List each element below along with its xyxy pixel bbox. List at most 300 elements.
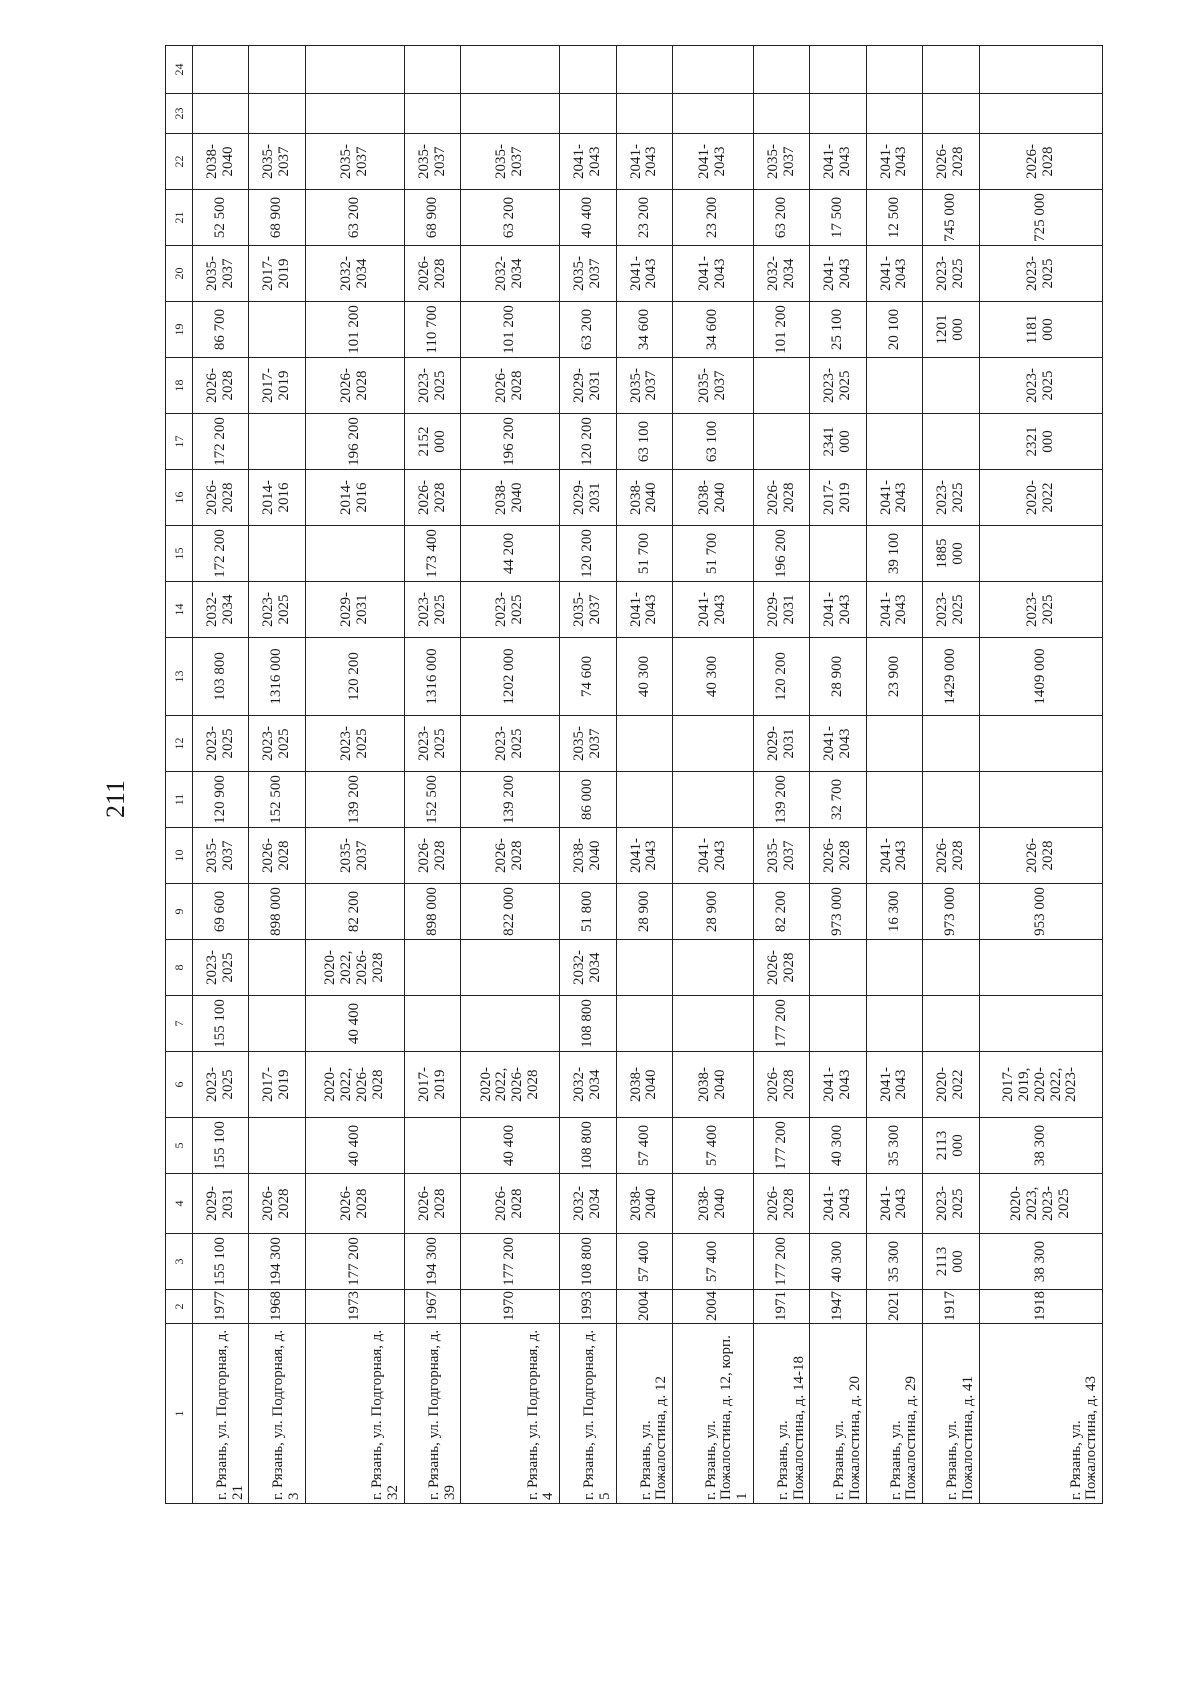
value-cell [249,302,305,358]
value-cell [866,716,922,772]
value-cell: 1409 000 [979,638,1102,716]
value-cell: 898 000 [249,884,305,940]
value-cell: 108 800 [560,1118,616,1174]
table-row [193,46,249,1504]
value-cell: 1971 [753,1290,809,1324]
address-cell: г. Рязань, ул. Пожалостина, д. 41 [923,1324,979,1504]
value-cell: 2026-2028 [404,470,460,526]
value-cell: 155 100 [193,1234,249,1290]
value-cell: 2026-2028 [404,828,460,884]
value-cell: 82 200 [305,884,404,940]
value-cell: 2113 000 [923,1118,979,1174]
value-cell [979,526,1102,582]
column-number-14: 14 [166,582,193,638]
value-cell: 2026-2028 [249,1174,305,1234]
value-cell [673,94,754,134]
value-cell: 172 200 [193,414,249,470]
value-cell: 74 600 [560,638,616,716]
value-cell: 1201 000 [923,302,979,358]
value-cell: 2014-2016 [305,470,404,526]
value-cell: 177 200 [753,1234,809,1290]
value-cell [616,716,672,772]
value-cell: 40 400 [305,996,404,1052]
value-cell: 2041-2043 [866,134,922,190]
value-cell [979,772,1102,828]
value-cell [616,940,672,996]
value-cell: 2026-2028 [305,1174,404,1234]
value-cell: 2023-2025 [923,582,979,638]
value-cell: 2038-2040 [673,1052,754,1118]
value-cell: 40 400 [560,190,616,246]
value-cell [866,940,922,996]
value-cell: 82 200 [753,884,809,940]
value-cell: 2020-2022, 2026-2028 [305,1052,404,1118]
value-cell: 57 400 [616,1234,672,1290]
value-cell: 2038-2040 [616,470,672,526]
value-cell: 152 500 [404,772,460,828]
value-cell: 101 200 [753,302,809,358]
value-cell: 1202 000 [461,638,560,716]
value-cell: 1316 000 [404,638,460,716]
value-cell [673,716,754,772]
value-cell: 63 100 [616,414,672,470]
value-cell [249,414,305,470]
value-cell: 103 800 [193,638,249,716]
value-cell [810,46,866,94]
value-cell [923,772,979,828]
address-cell: г. Рязань, ул. Подгорная, д. 32 [305,1324,404,1504]
value-cell: 194 300 [404,1234,460,1290]
value-cell [560,94,616,134]
value-cell: 101 200 [305,302,404,358]
value-cell: 1947 [810,1290,866,1324]
value-cell: 1973 [305,1290,404,1324]
value-cell [810,526,866,582]
value-cell [866,46,922,94]
table-row [753,46,809,1504]
value-cell [923,94,979,134]
value-cell [461,94,560,134]
value-cell [979,716,1102,772]
value-cell: 2038-2040 [616,1174,672,1234]
value-cell [979,940,1102,996]
value-cell [249,46,305,94]
value-cell: 2029-2031 [193,1174,249,1234]
column-number-18: 18 [166,358,193,414]
value-cell: 2023-2025 [193,940,249,996]
value-cell: 28 900 [673,884,754,940]
value-cell: 1429 000 [923,638,979,716]
column-number-2: 2 [166,1290,193,1324]
value-cell: 2023-2025 [461,716,560,772]
value-cell [866,772,922,828]
value-cell: 2041-2043 [616,582,672,638]
value-cell: 34 600 [616,302,672,358]
value-cell: 40 300 [616,638,672,716]
value-cell: 2026-2028 [979,134,1102,190]
value-cell: 2029-2031 [753,582,809,638]
value-cell [404,996,460,1052]
value-cell: 2032-2034 [560,940,616,996]
value-cell: 2026-2028 [810,828,866,884]
value-cell: 2038-2040 [616,1052,672,1118]
value-cell: 1917 [923,1290,979,1324]
value-cell: 2023-2025 [193,1052,249,1118]
table-row [461,46,560,1504]
value-cell: 1977 [193,1290,249,1324]
column-number-19: 19 [166,302,193,358]
value-cell [810,940,866,996]
value-cell: 177 200 [753,1118,809,1174]
value-cell: 2035-2037 [193,246,249,302]
value-cell: 194 300 [249,1234,305,1290]
value-cell: 120 200 [305,638,404,716]
value-cell [305,94,404,134]
value-cell: 20 100 [866,302,922,358]
value-cell: 39 100 [866,526,922,582]
value-cell: 108 800 [560,996,616,1052]
value-cell [404,940,460,996]
value-cell: 2023-2025 [923,246,979,302]
value-cell: 2029-2031 [560,470,616,526]
value-cell: 725 000 [979,190,1102,246]
table-row [616,46,672,1504]
column-number-21: 21 [166,190,193,246]
value-cell: 2026-2028 [753,940,809,996]
value-cell: 2014-2016 [249,470,305,526]
value-cell: 32 700 [810,772,866,828]
value-cell: 23 200 [616,190,672,246]
value-cell: 2035-2037 [249,134,305,190]
value-cell: 28 900 [616,884,672,940]
value-cell: 40 300 [810,1118,866,1174]
value-cell: 2035-2037 [616,358,672,414]
table-body [193,46,1103,1504]
value-cell: 2017-2019 [810,470,866,526]
value-cell [866,94,922,134]
value-cell: 196 200 [753,526,809,582]
value-cell: 2023-2025 [249,582,305,638]
value-cell: 2026-2028 [193,358,249,414]
table-row [810,46,866,1504]
value-cell: 2017-2019 [249,246,305,302]
value-cell: 2032-2034 [193,582,249,638]
value-cell: 2041-2043 [810,1052,866,1118]
value-cell: 2041-2043 [673,246,754,302]
value-cell: 52 500 [193,190,249,246]
value-cell: 2038-2040 [560,828,616,884]
value-cell [753,94,809,134]
value-cell [923,358,979,414]
value-cell: 40 400 [305,1118,404,1174]
value-cell: 2026-2028 [404,1174,460,1234]
value-cell: 51 800 [560,884,616,940]
value-cell: 2026-2028 [753,470,809,526]
value-cell: 139 200 [753,772,809,828]
value-cell [193,46,249,94]
value-cell: 2041-2043 [866,470,922,526]
value-cell: 2035-2037 [753,134,809,190]
value-cell: 68 900 [249,190,305,246]
value-cell: 822 000 [461,884,560,940]
value-cell [305,526,404,582]
value-cell: 2038-2040 [461,470,560,526]
value-cell: 177 200 [305,1234,404,1290]
value-cell [753,414,809,470]
value-cell: 23 900 [866,638,922,716]
value-cell: 40 300 [810,1234,866,1290]
value-cell: 2321 000 [979,414,1102,470]
value-cell: 196 200 [461,414,560,470]
value-cell: 2041-2043 [866,582,922,638]
value-cell [979,996,1102,1052]
value-cell: 745 000 [923,190,979,246]
value-cell: 2020-2022 [923,1052,979,1118]
value-cell: 51 700 [616,526,672,582]
value-cell: 2038-2040 [193,134,249,190]
column-number-10: 10 [166,828,193,884]
value-cell: 2020-2022, 2026-2028 [305,940,404,996]
value-cell: 2023-2025 [404,582,460,638]
value-cell [923,940,979,996]
value-cell: 2004 [616,1290,672,1324]
value-cell: 101 200 [461,302,560,358]
column-number-15: 15 [166,526,193,582]
value-cell: 28 900 [810,638,866,716]
value-cell: 2041-2043 [673,134,754,190]
value-cell [616,772,672,828]
address-cell: г. Рязань, ул. Пожалостина, д. 12 [616,1324,672,1504]
address-cell: г. Рязань, ул. Пожалостина, д. 12, корп. 1 [673,1324,754,1504]
value-cell: 34 600 [673,302,754,358]
table-row [866,46,922,1504]
value-cell [616,996,672,1052]
value-cell: 1993 [560,1290,616,1324]
value-cell: 110 700 [404,302,460,358]
address-cell: г. Рязань, ул. Подгорная, д. 3 [249,1324,305,1504]
value-cell: 2023-2025 [923,1174,979,1234]
value-cell: 35 300 [866,1234,922,1290]
value-cell: 1918 [979,1290,1102,1324]
rotated-table-container [165,63,1103,1504]
value-cell: 23 200 [673,190,754,246]
column-number-13: 13 [166,638,193,716]
value-cell: 2023-2025 [461,582,560,638]
address-cell: г. Рязань, ул. Подгорная, д. 21 [193,1324,249,1504]
value-cell: 2041-2043 [560,134,616,190]
value-cell: 2035-2037 [753,828,809,884]
value-cell: 2032-2034 [560,1174,616,1234]
column-number-24: 24 [166,46,193,94]
value-cell: 40 300 [673,638,754,716]
address-cell: г. Рязань, ул. Пожалостина, д. 29 [866,1324,922,1504]
value-cell [249,526,305,582]
value-cell: 2017-2019 [249,1052,305,1118]
value-cell [249,1118,305,1174]
value-cell: 2017-2019 [404,1052,460,1118]
value-cell: 2023-2025 [249,716,305,772]
value-cell: 2023-2025 [404,716,460,772]
value-cell: 2023-2025 [979,582,1102,638]
value-cell: 2026-2028 [193,470,249,526]
value-cell [673,46,754,94]
value-cell: 2041-2043 [866,828,922,884]
column-number-4: 4 [166,1174,193,1234]
value-cell: 2041-2043 [866,1052,922,1118]
table-row [979,46,1102,1504]
value-cell [616,94,672,134]
value-cell [923,414,979,470]
value-cell [305,46,404,94]
value-cell: 2026-2028 [461,1174,560,1234]
value-cell: 2041-2043 [810,582,866,638]
value-cell: 38 300 [979,1234,1102,1290]
value-cell: 1885 000 [923,526,979,582]
value-cell: 69 600 [193,884,249,940]
value-cell: 2038-2040 [673,470,754,526]
value-cell [673,996,754,1052]
column-number-17: 17 [166,414,193,470]
value-cell: 2035-2037 [305,828,404,884]
value-cell: 2017-2019 [249,358,305,414]
column-number-7: 7 [166,996,193,1052]
address-cell: г. Рязань, ул. Подгорная, д. 39 [404,1324,460,1504]
value-cell: 2038-2040 [673,1174,754,1234]
value-cell: 35 300 [866,1118,922,1174]
value-cell: 2026-2028 [249,828,305,884]
value-cell: 2026-2028 [461,828,560,884]
value-cell: 2023-2025 [979,246,1102,302]
value-cell [866,996,922,1052]
value-cell: 2113 000 [923,1234,979,1290]
data-table [165,45,1103,1504]
value-cell: 2035-2037 [560,246,616,302]
column-number-1: 1 [166,1324,193,1504]
column-number-16: 16 [166,470,193,526]
value-cell: 2032-2034 [560,1052,616,1118]
value-cell: 120 900 [193,772,249,828]
column-number-23: 23 [166,94,193,134]
value-cell: 953 000 [979,884,1102,940]
value-cell: 2041-2043 [866,1174,922,1234]
value-cell: 2035-2037 [404,134,460,190]
value-cell [404,94,460,134]
value-cell: 2026-2028 [461,358,560,414]
value-cell: 973 000 [810,884,866,940]
value-cell: 2020-2023, 2023-2025 [979,1174,1102,1234]
value-cell: 1181 000 [979,302,1102,358]
value-cell: 973 000 [923,884,979,940]
value-cell: 2020-2022, 2026-2028 [461,1052,560,1118]
value-cell [753,358,809,414]
value-cell: 196 200 [305,414,404,470]
value-cell: 2041-2043 [673,582,754,638]
value-cell [616,46,672,94]
value-cell: 17 500 [810,190,866,246]
address-cell: г. Рязань, ул. Пожалостина, д. 20 [810,1324,866,1504]
value-cell: 2023-2025 [404,358,460,414]
value-cell: 177 200 [753,996,809,1052]
value-cell: 2004 [673,1290,754,1324]
value-cell: 2041-2043 [616,246,672,302]
value-cell [673,940,754,996]
value-cell: 86 000 [560,772,616,828]
value-cell: 177 200 [461,1234,560,1290]
address-cell: г. Рязань, ул. Пожалостина, д. 43 [979,1324,1102,1504]
value-cell [810,94,866,134]
value-cell: 1967 [404,1290,460,1324]
column-number-row [166,46,193,1504]
value-cell: 2041-2043 [810,246,866,302]
column-number-8: 8 [166,940,193,996]
value-cell: 2029-2031 [560,358,616,414]
value-cell: 2035-2037 [193,828,249,884]
value-cell: 63 200 [305,190,404,246]
value-cell: 2041-2043 [866,246,922,302]
value-cell [866,414,922,470]
value-cell [923,716,979,772]
value-cell: 38 300 [979,1118,1102,1174]
value-cell: 2026-2028 [979,828,1102,884]
value-cell: 2041-2043 [673,828,754,884]
value-cell: 2032-2034 [305,246,404,302]
value-cell: 120 200 [560,414,616,470]
value-cell: 2029-2031 [753,716,809,772]
table-row [249,46,305,1504]
value-cell: 173 400 [404,526,460,582]
value-cell [979,94,1102,134]
column-number-12: 12 [166,716,193,772]
value-cell: 2017-2019, 2020-2022, 2023- [979,1052,1102,1118]
value-cell: 172 200 [193,526,249,582]
value-cell: 2023-2025 [193,716,249,772]
column-number-22: 22 [166,134,193,190]
value-cell: 2032-2034 [461,246,560,302]
value-cell [249,94,305,134]
value-cell: 2026-2028 [404,246,460,302]
column-number-3: 3 [166,1234,193,1290]
value-cell: 898 000 [404,884,460,940]
value-cell [249,940,305,996]
value-cell [560,46,616,94]
value-cell: 2020-2022 [979,470,1102,526]
value-cell: 63 200 [461,190,560,246]
value-cell: 12 500 [866,190,922,246]
value-cell: 2029-2031 [305,582,404,638]
value-cell: 2035-2037 [673,358,754,414]
value-cell: 2023-2025 [305,716,404,772]
value-cell: 1968 [249,1290,305,1324]
value-cell: 2041-2043 [810,134,866,190]
value-cell [461,46,560,94]
value-cell [193,94,249,134]
table-row [560,46,616,1504]
value-cell [979,46,1102,94]
value-cell: 2026-2028 [753,1174,809,1234]
value-cell: 63 200 [560,302,616,358]
value-cell: 120 200 [753,638,809,716]
value-cell: 44 200 [461,526,560,582]
value-cell: 63 100 [673,414,754,470]
column-number-20: 20 [166,246,193,302]
table-row [305,46,404,1504]
value-cell [923,996,979,1052]
value-cell: 2035-2037 [560,582,616,638]
column-number-9: 9 [166,884,193,940]
value-cell: 2041-2043 [810,1174,866,1234]
value-cell: 2041-2043 [810,716,866,772]
value-cell [753,46,809,94]
